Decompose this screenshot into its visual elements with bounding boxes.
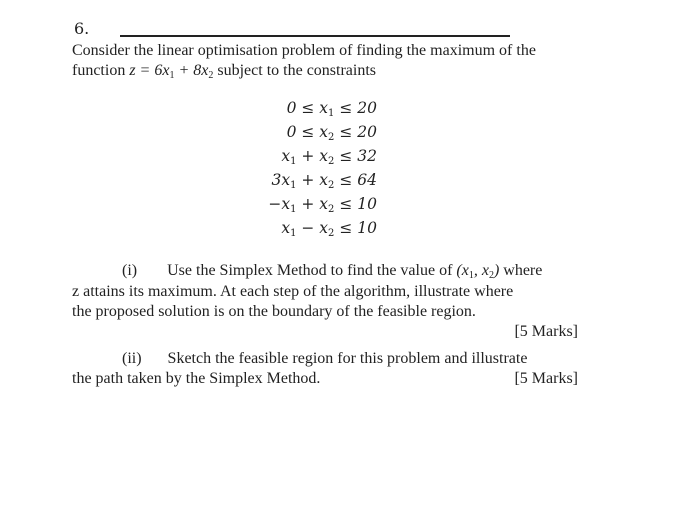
part-i-line-2: z attains its maximum. At each step of the algorithm, illustrate where (72, 283, 514, 300)
intro-line-1: Consider the linear optimisation problem of finding the maximum of the (72, 42, 536, 59)
part-ii-label: (ii) (122, 350, 142, 367)
constraint: $x_1 - x_2 \le 10$ (281, 219, 377, 239)
part-i-label: (i) (122, 262, 138, 279)
part-i-line-1 (122, 262, 542, 281)
part-ii-text: Sketch the feasible region for this problem and illustrate (167, 350, 528, 367)
part-ii-line-1 (122, 350, 527, 368)
part-i-math: ($x_1$, $x_2$) (456, 262, 500, 281)
constraint: $x_1 + x_2 \le 32$ (281, 147, 377, 167)
constraint: $3x_1 + x_2 \le 64$ (271, 171, 377, 191)
part-i-marks: [5 Marks] (514, 323, 578, 340)
part-i-line-3: the proposed solution is on the boundary of the feasible region. (72, 303, 476, 320)
part-i-text: Use the Simplex Method to find the value of (167, 262, 453, 279)
part-i-where: where (503, 262, 543, 279)
part-ii-line-2: the path taken by the Simplex Method. (72, 370, 321, 387)
intro-line-2 (72, 62, 376, 81)
intro-prefix: function (72, 62, 130, 79)
part-ii-marks: [5 Marks] (514, 370, 578, 387)
intro-suffix: subject to the constraints (213, 62, 377, 79)
constraint: $0 \le x_1 \le 20$ (286, 99, 377, 119)
constraint: $0 \le x_2 \le 20$ (286, 123, 377, 143)
constraint: $-x_1 + x_2 \le 10$ (268, 195, 377, 215)
answer-rule (120, 35, 510, 37)
objective-function: $z = 6x_1 + 8x_2$ (129, 62, 214, 81)
question-number: 6. (74, 19, 90, 38)
